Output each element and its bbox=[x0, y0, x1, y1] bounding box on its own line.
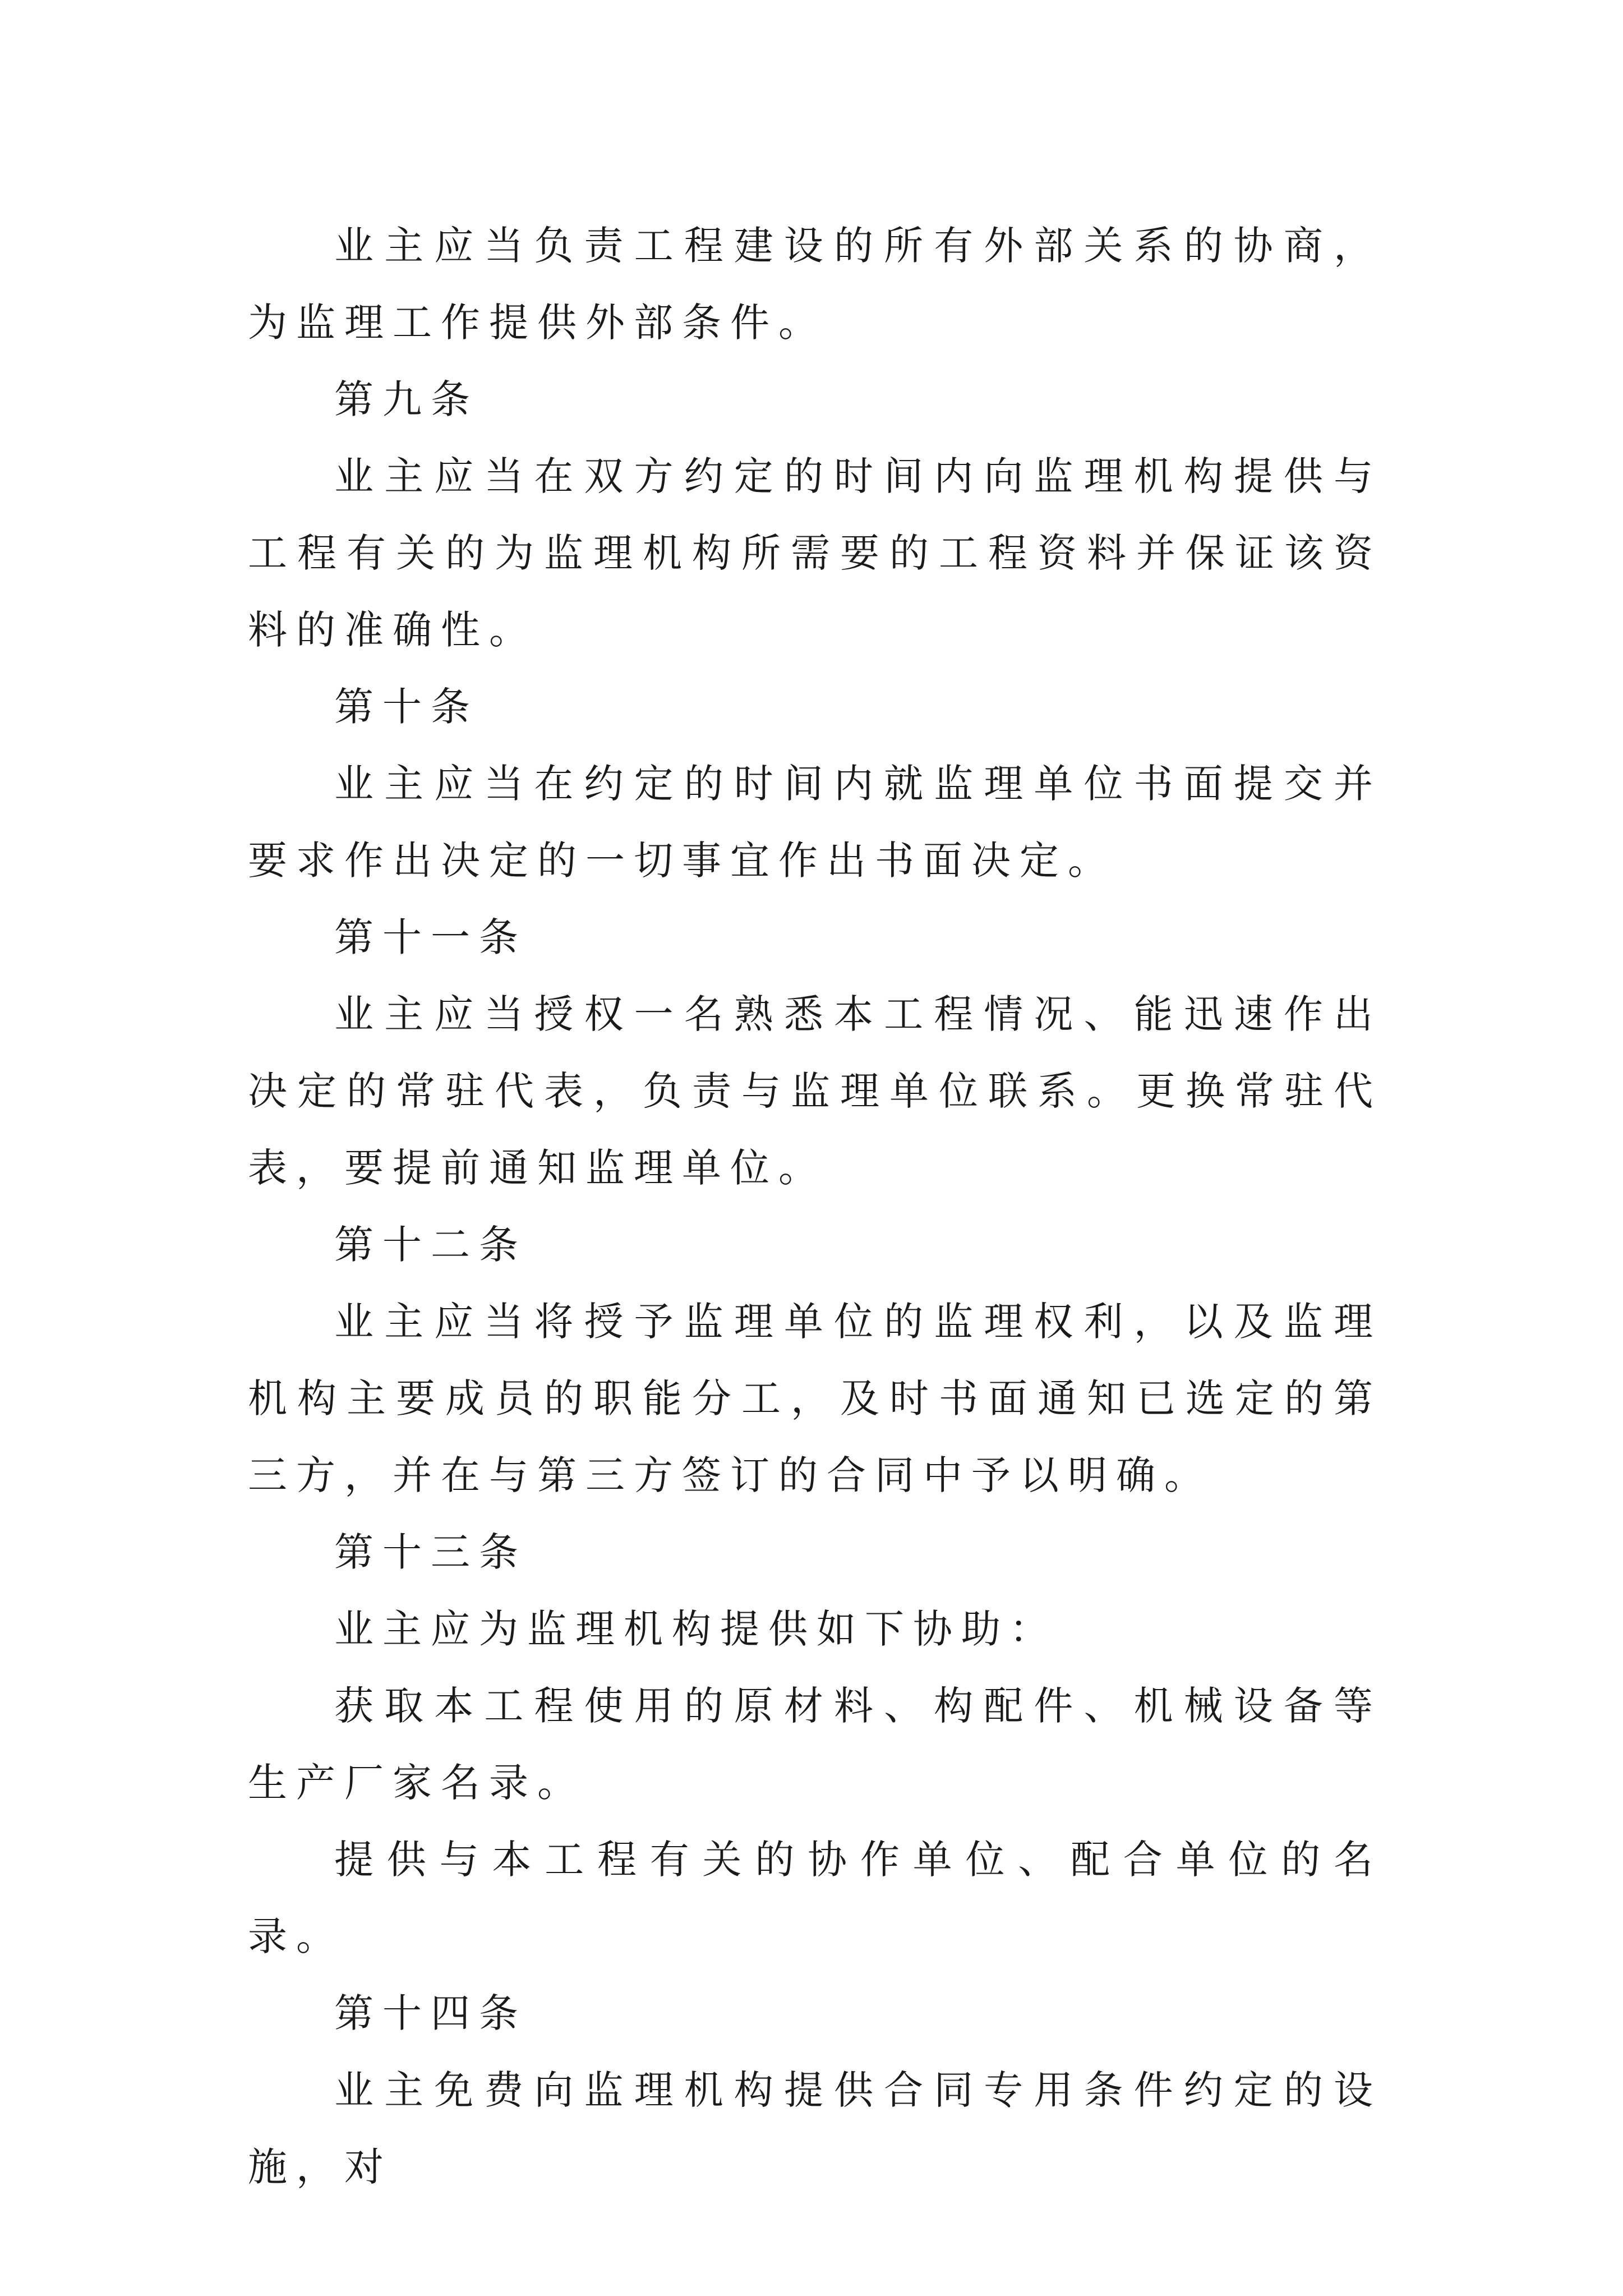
paragraph-written-decision: 业主应当在约定的时间内就监理单位书面提交并要求作出决定的一切事宜作出书面决定。 bbox=[248, 761, 1382, 884]
paragraph-cooperating-units: 提供与本工程有关的协作单位、配合单位的名录。 bbox=[248, 1837, 1382, 1959]
article-heading-14: 第十四条 bbox=[334, 1990, 527, 2036]
article-heading-10: 第十条 bbox=[334, 684, 479, 730]
article-heading-9: 第九条 bbox=[334, 376, 479, 422]
document-body bbox=[248, 208, 1382, 2206]
article-heading-11: 第十一条 bbox=[334, 914, 527, 960]
paragraph-notify-third-party: 业主应当将授予监理单位的监理权利，以及监理机构主要成员的职能分工，及时书面通知已选定的第三方，并在与第三方签订的合同中予以明确。 bbox=[248, 1299, 1382, 1498]
article-heading-12: 第十二条 bbox=[334, 1222, 527, 1268]
paragraph-external-relations: 业主应当负责工程建设的所有外部关系的协商，为监理工作提供外部条件。 bbox=[248, 223, 1382, 346]
paragraph-provide-materials: 业主应当在双方约定的时间内向监理机构提供与工程有关的为监理机构所需要的工程资料并保证该资料的准确性。 bbox=[248, 453, 1382, 653]
paragraph-free-facilities: 业主免费向监理机构提供合同专用条件约定的设施，对 bbox=[248, 2067, 1382, 2190]
paragraph-resident-representative: 业主应当授权一名熟悉本工程情况、能迅速作出决定的常驻代表，负责与监理单位联系。更换常驻代表，要提前通知监理单位。 bbox=[248, 991, 1382, 1191]
paragraph-assistance-intro: 业主应为监理机构提供如下协助： bbox=[334, 1606, 1058, 1652]
article-heading-13: 第十三条 bbox=[334, 1529, 527, 1575]
paragraph-manufacturer-list: 获取本工程使用的原材料、构配件、机械设备等生产厂家名录。 bbox=[248, 1683, 1382, 1806]
